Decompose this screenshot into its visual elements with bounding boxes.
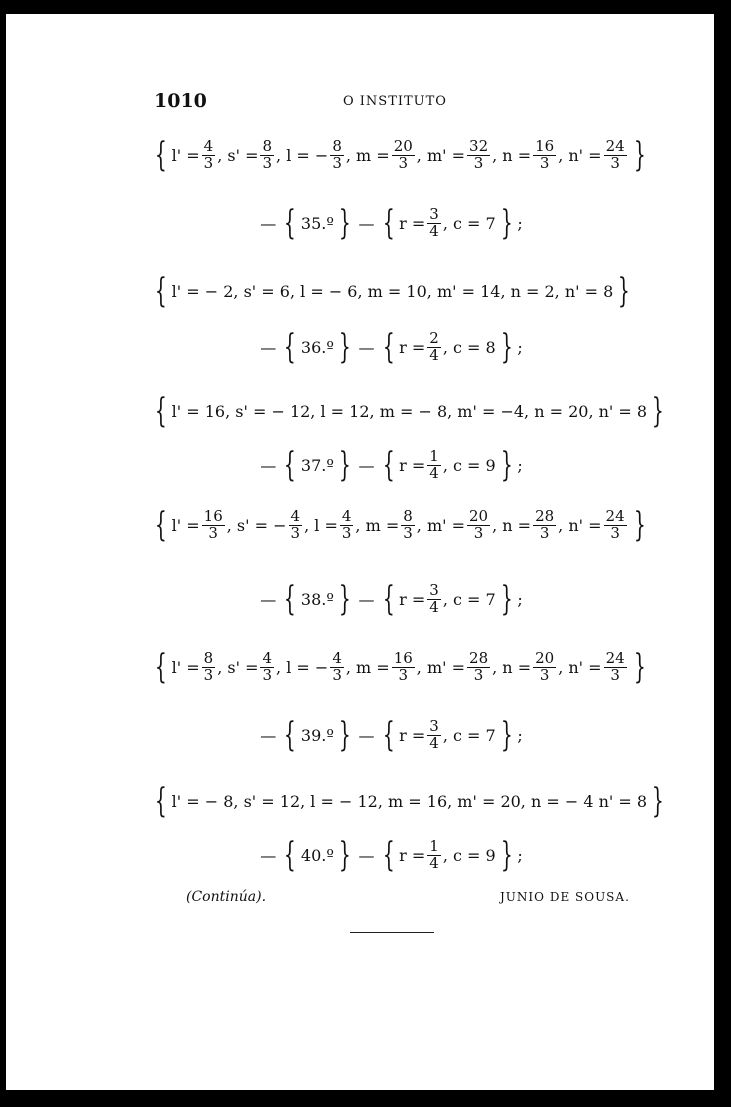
fraction-numerator: 3: [429, 580, 439, 599]
semicolon: ;: [517, 725, 523, 745]
case-line: [150, 203, 630, 243]
left-brace: {: [154, 271, 167, 311]
fraction: [289, 506, 303, 542]
fraction-denominator: 3: [208, 523, 218, 542]
case-body: [399, 328, 496, 364]
equation-text: , m' =: [416, 515, 466, 535]
equation-text: , s' =: [217, 145, 259, 165]
fraction: [260, 648, 274, 684]
fraction-denominator: 3: [403, 523, 413, 542]
left-brace: {: [284, 327, 297, 367]
fraction-denominator: 3: [539, 665, 550, 684]
right-brace: }: [500, 327, 513, 367]
fraction: [533, 506, 556, 542]
system-line: [150, 505, 646, 545]
author-signature: JUNIO DE SOUSA.: [500, 890, 630, 904]
left-brace: {: [382, 835, 395, 875]
dash: —: [358, 213, 375, 233]
equation-text: , n =: [492, 657, 532, 677]
equation-text: l' = 16, s' = − 12, l = 12, m = − 8, m' = −4, n = 20, n' = 8: [171, 401, 648, 421]
left-brace: {: [382, 715, 395, 755]
fraction: [467, 506, 490, 542]
semicolon: ;: [517, 455, 523, 475]
right-brace: }: [618, 271, 631, 311]
system-body: [172, 282, 614, 301]
fraction-denominator: 3: [610, 665, 620, 684]
equation-text: , l = −: [276, 145, 329, 165]
system-line: [150, 271, 631, 311]
fraction-numerator: 4: [262, 648, 273, 667]
dash: —: [260, 845, 277, 865]
equation-text: , c = 9: [442, 455, 496, 475]
equation-text: , n' =: [558, 657, 602, 677]
system-body: [171, 648, 629, 684]
fraction-denominator: 3: [290, 523, 301, 542]
fraction-numerator: 8: [403, 506, 413, 525]
fraction-denominator: 3: [473, 523, 484, 542]
fraction-numerator: 1: [429, 836, 439, 855]
right-brace: }: [500, 835, 513, 875]
system-body: [171, 506, 629, 542]
dash: —: [358, 455, 375, 475]
fraction: [427, 580, 441, 616]
case-line: [150, 715, 630, 755]
fraction: [467, 136, 490, 172]
equation-text: r =: [399, 213, 426, 233]
fraction: [330, 136, 344, 172]
fraction-numerator: 28: [535, 506, 555, 525]
dash: —: [358, 589, 375, 609]
fraction-numerator: 20: [535, 648, 555, 667]
semicolon: ;: [517, 589, 523, 609]
fraction-numerator: 28: [469, 648, 489, 667]
dash: —: [358, 845, 375, 865]
fraction-numerator: 8: [203, 648, 214, 667]
fraction-denominator: 3: [332, 665, 342, 684]
page-number: 1010: [154, 90, 207, 112]
equation-text: , n =: [492, 145, 532, 165]
equation-text: , m' =: [416, 657, 466, 677]
equation-text: r =: [399, 455, 426, 475]
fraction: [427, 836, 441, 872]
equation-text: l' =: [171, 657, 200, 677]
fraction-numerator: 8: [332, 136, 342, 155]
dash: —: [358, 337, 375, 357]
equation-text: l' =: [171, 145, 200, 165]
dash: —: [260, 589, 277, 609]
semicolon: ;: [517, 845, 523, 865]
fraction-denominator: 3: [539, 523, 550, 542]
fraction-denominator: 3: [473, 153, 484, 172]
equation-text: r =: [399, 845, 426, 865]
equation-text: , n' =: [558, 145, 602, 165]
fraction-numerator: 32: [469, 136, 489, 155]
fraction: [401, 506, 415, 542]
scan-border-left: [0, 0, 6, 1107]
fraction-numerator: 2: [429, 328, 439, 347]
system-line: [150, 781, 664, 821]
fraction-denominator: 3: [341, 523, 352, 542]
equation-text: , s' = −: [226, 515, 287, 535]
fraction-numerator: 3: [429, 716, 439, 735]
equation-text: , c = 7: [442, 589, 496, 609]
fraction-numerator: 20: [393, 136, 413, 155]
fraction-numerator: 3: [429, 204, 439, 223]
right-brace: }: [500, 715, 513, 755]
continua-note: (Continúa).: [186, 889, 267, 905]
system-body: [171, 136, 629, 172]
equation-text: r =: [399, 337, 426, 357]
case-number: 40.º: [300, 845, 334, 865]
equation-text: , c = 7: [442, 725, 496, 745]
fraction-numerator: 24: [605, 136, 625, 155]
right-brace: }: [500, 579, 513, 619]
fraction-denominator: 3: [203, 665, 214, 684]
fraction: [202, 648, 216, 684]
fraction: [467, 648, 490, 684]
fraction: [392, 648, 415, 684]
equation-text: , m =: [345, 657, 390, 677]
fraction-denominator: 3: [262, 665, 273, 684]
left-brace: {: [284, 445, 297, 485]
case-line: [150, 327, 630, 367]
fraction-numerator: 4: [332, 648, 342, 667]
right-brace: }: [338, 715, 351, 755]
fraction: [604, 648, 627, 684]
fraction: [427, 716, 441, 752]
right-brace: }: [633, 647, 646, 687]
fraction: [392, 136, 415, 172]
system-line: [150, 391, 664, 431]
fraction-denominator: 3: [332, 153, 342, 172]
right-brace: }: [338, 327, 351, 367]
right-brace: }: [338, 445, 351, 485]
fraction: [427, 204, 441, 240]
equation-text: l' = − 8, s' = 12, l = − 12, m = 16, m' = 20, n = − 4 n' = 8: [171, 791, 648, 811]
right-brace: }: [633, 505, 646, 545]
fraction-numerator: 24: [605, 506, 625, 525]
fraction-denominator: 3: [262, 153, 273, 172]
fraction-numerator: 16: [535, 136, 555, 155]
fraction: [604, 506, 627, 542]
equation-text: , m =: [355, 515, 400, 535]
case-body: [399, 204, 496, 240]
fraction-numerator: 16: [203, 506, 223, 525]
fraction-denominator: 3: [398, 665, 409, 684]
fraction: [260, 136, 274, 172]
dash: —: [260, 337, 277, 357]
fraction-numerator: 1: [429, 446, 439, 465]
left-brace: {: [382, 579, 395, 619]
fraction: [202, 136, 216, 172]
fraction-denominator: 3: [473, 665, 484, 684]
fraction-denominator: 4: [429, 853, 439, 872]
right-brace: }: [500, 203, 513, 243]
fraction-denominator: 4: [429, 597, 439, 616]
fraction-numerator: 20: [469, 506, 489, 525]
equation-text: r =: [399, 589, 426, 609]
case-number: 35.º: [300, 213, 334, 233]
left-brace: {: [382, 445, 395, 485]
left-brace: {: [382, 203, 395, 243]
right-brace: }: [338, 579, 351, 619]
case-body: [399, 836, 496, 872]
fraction: [330, 648, 344, 684]
scan-border-bottom: [0, 1090, 731, 1107]
case-line: [150, 835, 630, 875]
fraction-denominator: 4: [429, 463, 439, 482]
left-brace: {: [284, 579, 297, 619]
case-line: [150, 445, 630, 485]
fraction-denominator: 3: [610, 523, 620, 542]
equation-text: , m' =: [416, 145, 466, 165]
left-brace: {: [284, 203, 297, 243]
case-body: [399, 716, 496, 752]
equation-text: r =: [399, 725, 426, 745]
scan-border-top: [0, 0, 731, 14]
dash: —: [358, 725, 375, 745]
case-number: 38.º: [300, 589, 334, 609]
equation-text: l' =: [171, 515, 200, 535]
right-brace: }: [500, 445, 513, 485]
equation-text: , m =: [345, 145, 390, 165]
left-brace: {: [154, 505, 167, 545]
fraction-numerator: 16: [393, 648, 413, 667]
equation-text: , l = −: [276, 657, 329, 677]
fraction-numerator: 4: [290, 506, 301, 525]
equation-text: l' = − 2, s' = 6, l = − 6, m = 10, m' = 14, n = 2, n' = 8: [171, 281, 614, 301]
fraction: [604, 136, 627, 172]
closing-rule: [350, 932, 434, 933]
fraction: [340, 506, 354, 542]
fraction-denominator: 3: [398, 153, 409, 172]
fraction-numerator: 4: [341, 506, 352, 525]
left-brace: {: [154, 391, 167, 431]
fraction-denominator: 4: [429, 221, 439, 240]
left-brace: {: [284, 835, 297, 875]
right-brace: }: [338, 835, 351, 875]
equation-text: , c = 8: [442, 337, 496, 357]
fraction-denominator: 3: [610, 153, 620, 172]
right-brace: }: [651, 781, 664, 821]
running-head: O INSTITUTO: [343, 94, 447, 109]
scan-border-right: [714, 0, 731, 1107]
case-line: [150, 579, 630, 619]
system-line: [150, 135, 646, 175]
equation-text: , n' =: [558, 515, 602, 535]
fraction: [533, 136, 556, 172]
left-brace: {: [154, 781, 167, 821]
fraction: [533, 648, 556, 684]
fraction-denominator: 3: [539, 153, 550, 172]
fraction-denominator: 4: [429, 345, 439, 364]
system-line: [150, 647, 646, 687]
equation-text: , n =: [492, 515, 532, 535]
equation-text: , c = 9: [442, 845, 496, 865]
equation-text: , s' =: [217, 657, 259, 677]
case-body: [399, 580, 496, 616]
case-number: 36.º: [300, 337, 334, 357]
left-brace: {: [154, 647, 167, 687]
left-brace: {: [154, 135, 167, 175]
dash: —: [260, 213, 277, 233]
dash: —: [260, 725, 277, 745]
system-body: [172, 792, 647, 811]
fraction: [427, 446, 441, 482]
left-brace: {: [382, 327, 395, 367]
fraction: [202, 506, 225, 542]
fraction: [427, 328, 441, 364]
right-brace: }: [338, 203, 351, 243]
right-brace: }: [651, 391, 664, 431]
left-brace: {: [284, 715, 297, 755]
case-number: 39.º: [300, 725, 334, 745]
fraction-numerator: 8: [262, 136, 273, 155]
case-body: [399, 446, 496, 482]
semicolon: ;: [517, 213, 523, 233]
fraction-numerator: 4: [203, 136, 214, 155]
equation-text: , c = 7: [442, 213, 496, 233]
fraction-denominator: 3: [203, 153, 214, 172]
right-brace: }: [633, 135, 646, 175]
equation-text: , l =: [304, 515, 338, 535]
case-number: 37.º: [300, 455, 334, 475]
dash: —: [260, 455, 277, 475]
fraction-numerator: 24: [605, 648, 625, 667]
semicolon: ;: [517, 337, 523, 357]
system-body: [172, 402, 647, 421]
fraction-denominator: 4: [429, 733, 439, 752]
